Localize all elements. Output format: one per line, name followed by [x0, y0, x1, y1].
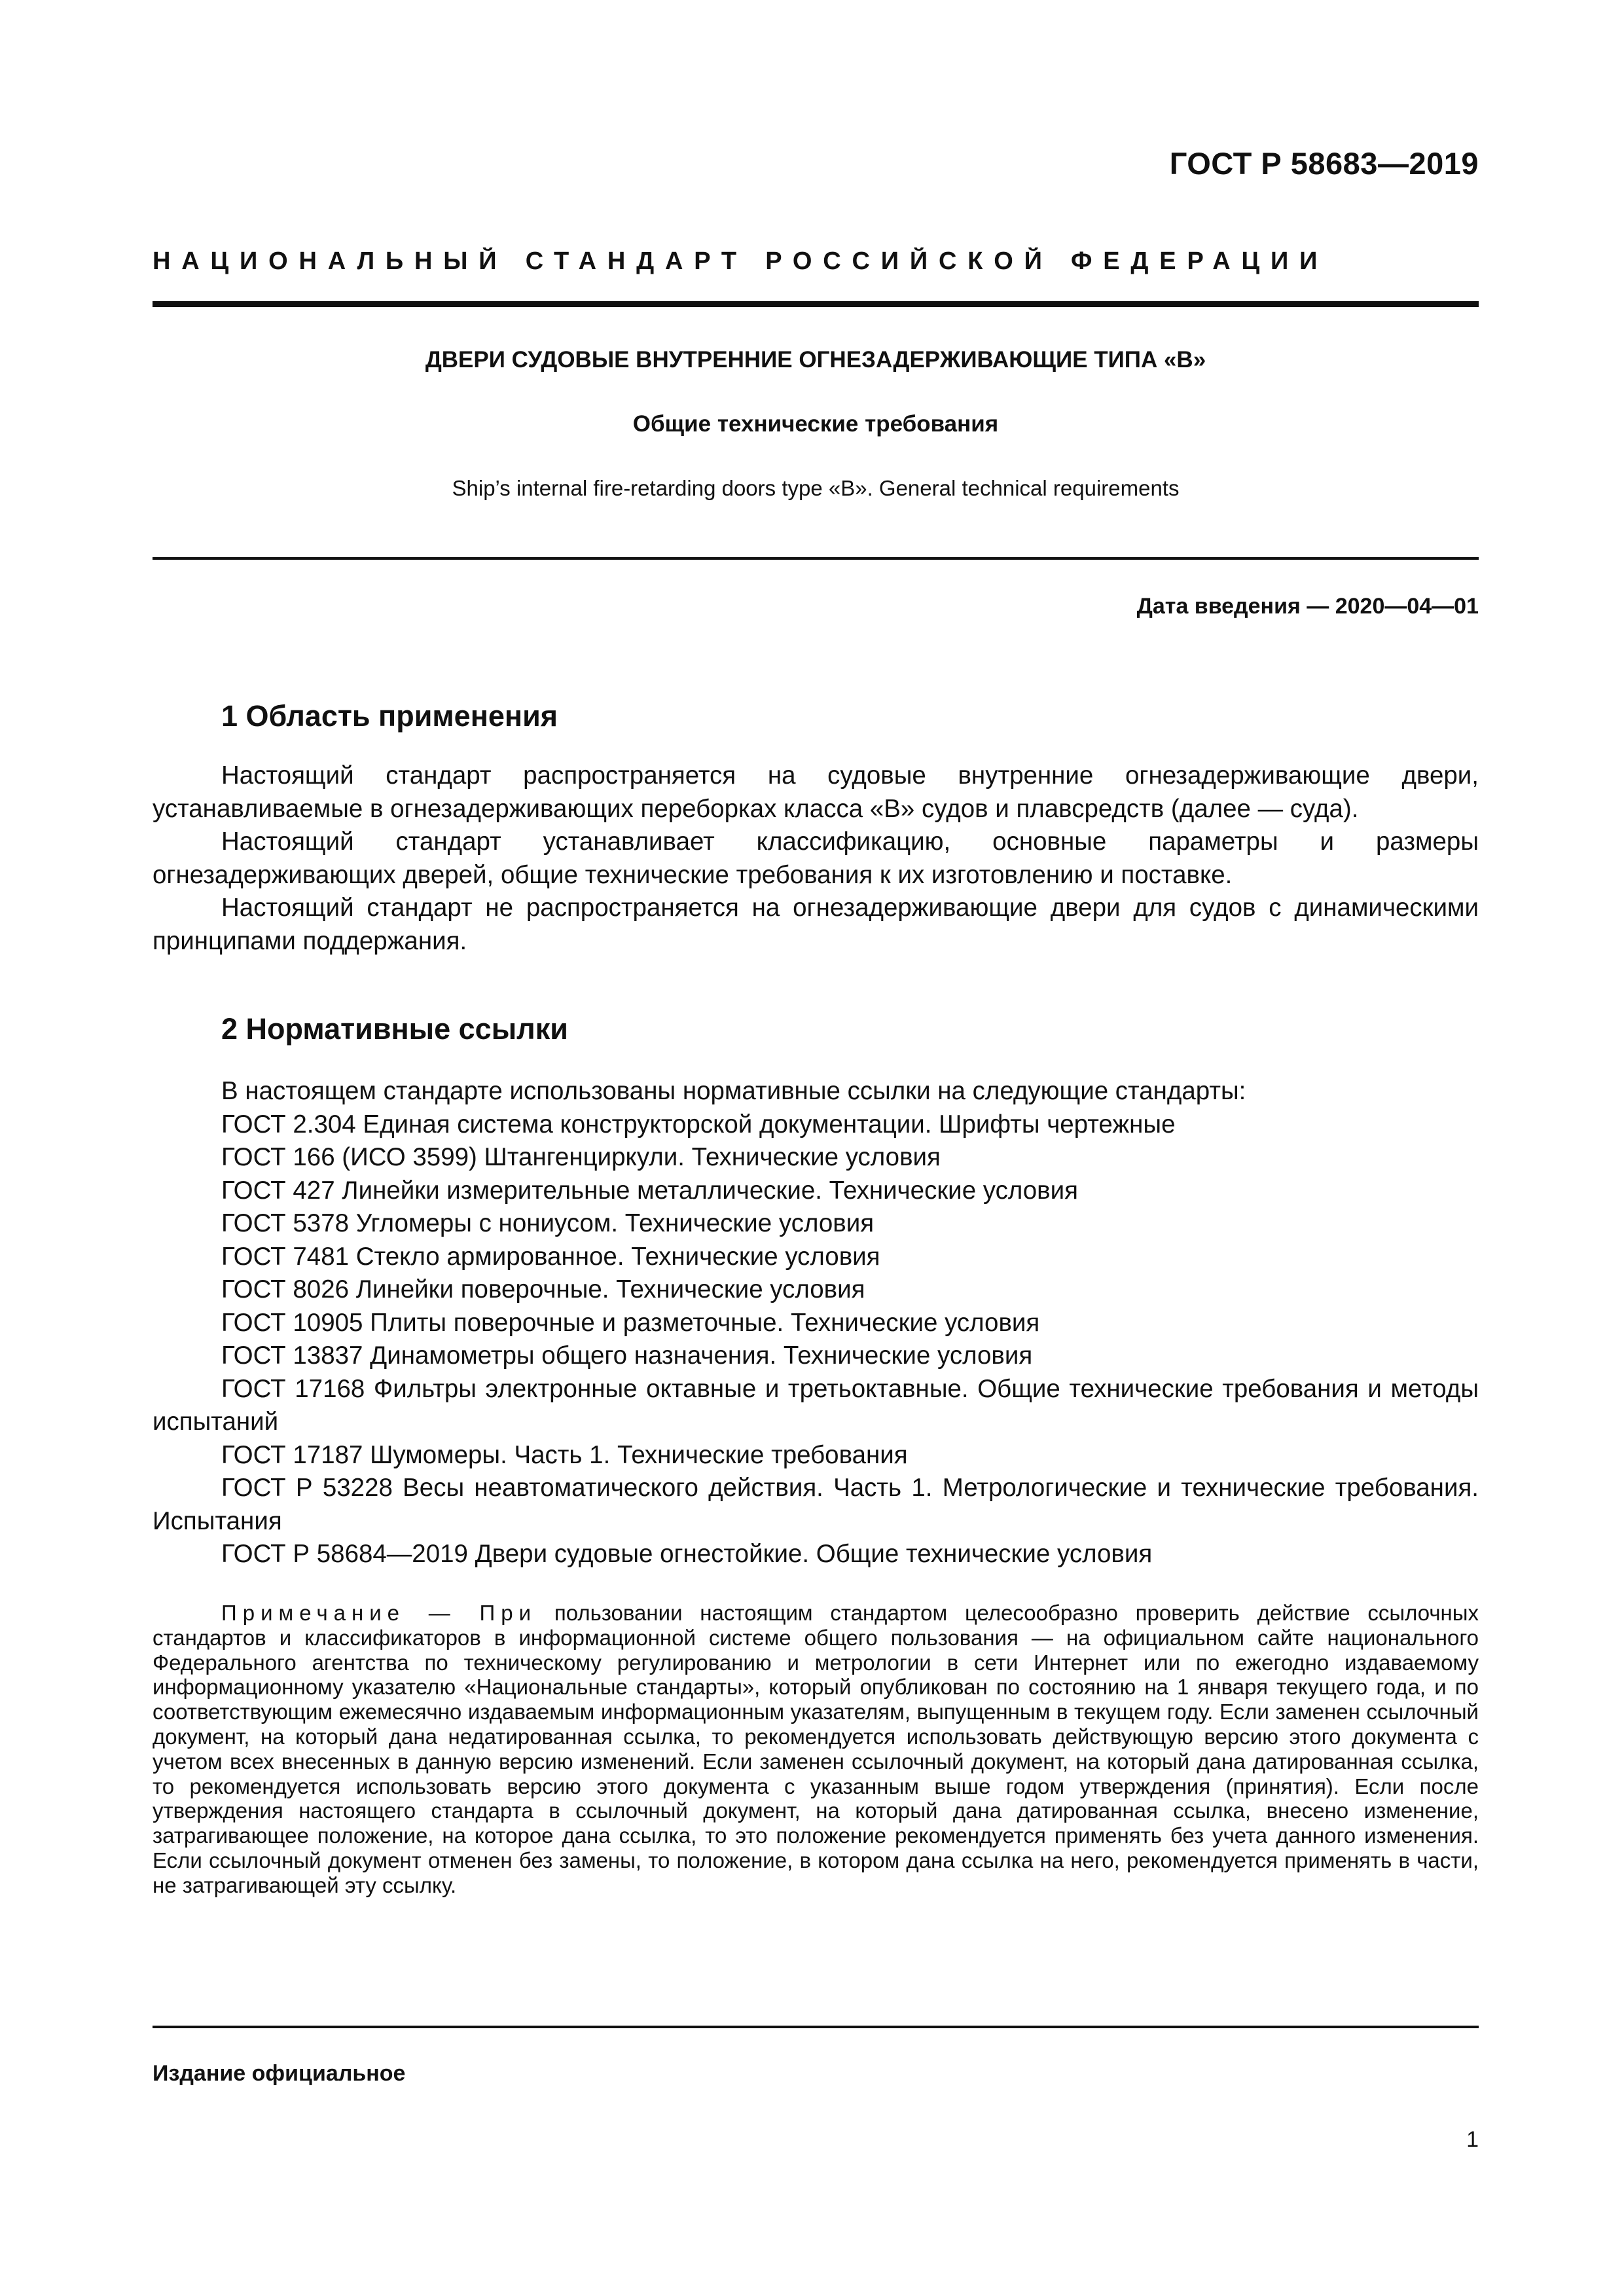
note-text: пользовании настоящим стандартом целесообразно проверить действие ссылочных стандартов и классификаторов в информационной системе общего пользования — на официальном сайте национального Федерального агентства по техническому регулированию и метрологии в сети Интернет или по ежегодно издаваемому информационному указателю «Национальные стандарты», который опубликован по состоянию на 1 января текущего года, и по соответствующим ежемесячно издаваемым информационным указателям, выпущенным в текущем году. Если заменен ссылочный документ, на который дана недатированная ссылка, то рекомендуется использовать действующую версию этого документа с учетом всех внесенных в данную версию изменений. Если заменен ссылочный документ, на который дана датированная ссылка, то рекомендуется использовать версию этого документа с указанным выше годом утверждения (принятия). Если после утверждения настоящего стандарта в ссылочный документ, на который дана датированная ссылка, внесено изменение, затрагивающее положение, на которое дана ссылка, то это положение рекомендуется применять без учета данного изменения. Если ссылочный документ отменен без замены, то положение, в котором дана ссылка на него, рекомендуется применять в части, не затрагивающей эту ссылку.: [153, 1601, 1479, 1897]
edition-label: Издание официальное: [153, 2061, 406, 2086]
document-code: ГОСТ Р 58683—2019: [1169, 146, 1479, 181]
document-english-title: Ship’s internal fire-retarding doors type «B». General technical requirements: [452, 476, 1180, 500]
section-references-body: [153, 1075, 1479, 1571]
page-number: 1: [1466, 2127, 1479, 2152]
section-scope-body: [153, 759, 1479, 958]
section-heading-scope: 1 Область применения: [221, 699, 558, 733]
reference-item: ГОСТ Р 58684—2019 Двери судовые огнестойкие. Общие технические условия: [221, 1540, 1153, 1568]
section-heading-references: 2 Нормативные ссылки: [221, 1012, 568, 1046]
header-divider: [153, 301, 1479, 307]
document-page: [153, 0, 1479, 2296]
reference-item: ГОСТ 427 Линейки измерительные металлические. Технические условия: [221, 1176, 1078, 1205]
reference-item: ГОСТ 7481 Стекло армированное. Технические условия: [221, 1242, 880, 1271]
reference-item: ГОСТ 166 (ИСО 3599) Штангенциркули. Технические условия: [221, 1143, 941, 1171]
reference-item: ГОСТ 13837 Динамометры общего назначения. Технические условия: [221, 1341, 1033, 1370]
references-note: [153, 1601, 1479, 1898]
references-intro: В настоящем стандарте использованы нормативные ссылки на следующие стандарты:: [221, 1077, 1246, 1105]
reference-item: ГОСТ 8026 Линейки поверочные. Технические условия: [221, 1275, 865, 1303]
scope-paragraph: Настоящий стандарт устанавливает классификацию, основные параметры и размеры огнезадерживающих дверей, общие технические требования к их изготовлению и поставке.: [153, 828, 1479, 889]
reference-item: ГОСТ 10905 Плиты поверочные и разметочные. Технические условия: [221, 1308, 1040, 1337]
scope-paragraph: Настоящий стандарт не распространяется на огнезадерживающие двери для судов с динамическими принципами поддержания.: [153, 894, 1479, 955]
scope-paragraph: Настоящий стандарт распространяется на судовые внутренние огнезадерживающие двери, устанавливаемые в огнезадерживающих переборках класса «В» судов и плавсредств (далее — суда).: [153, 761, 1479, 823]
reference-item: ГОСТ Р 53228 Весы неавтоматического действия. Часть 1. Метрологические и технические требования. Испытания: [153, 1474, 1479, 1535]
note-label: Примечание — При: [221, 1601, 537, 1625]
reference-item: ГОСТ 17187 Шумомеры. Часть 1. Технические требования: [221, 1440, 908, 1469]
document-subtitle: Общие технические требования: [632, 411, 999, 437]
document-title: ДВЕРИ СУДОВЫЕ ВНУТРЕННИЕ ОГНЕЗАДЕРЖИВАЮЩИЕ ТИПА «В»: [425, 347, 1206, 373]
introduction-date: Дата введения — 2020—04—01: [1136, 594, 1479, 619]
reference-item: ГОСТ 2.304 Единая система конструкторской документации. Шрифты чертежные: [221, 1110, 1176, 1139]
reference-item: ГОСТ 5378 Угломеры с нониусом. Технические условия: [221, 1209, 875, 1237]
footer-divider: [153, 2026, 1479, 2028]
national-standard-banner: НАЦИОНАЛЬНЫЙ СТАНДАРТ РОССИЙСКОЙ ФЕДЕРАЦИИ: [153, 247, 1329, 275]
reference-item: ГОСТ 17168 Фильтры электронные октавные и третьоктавные. Общие технические требования и методы испытаний: [153, 1374, 1479, 1436]
title-divider: [153, 557, 1479, 560]
